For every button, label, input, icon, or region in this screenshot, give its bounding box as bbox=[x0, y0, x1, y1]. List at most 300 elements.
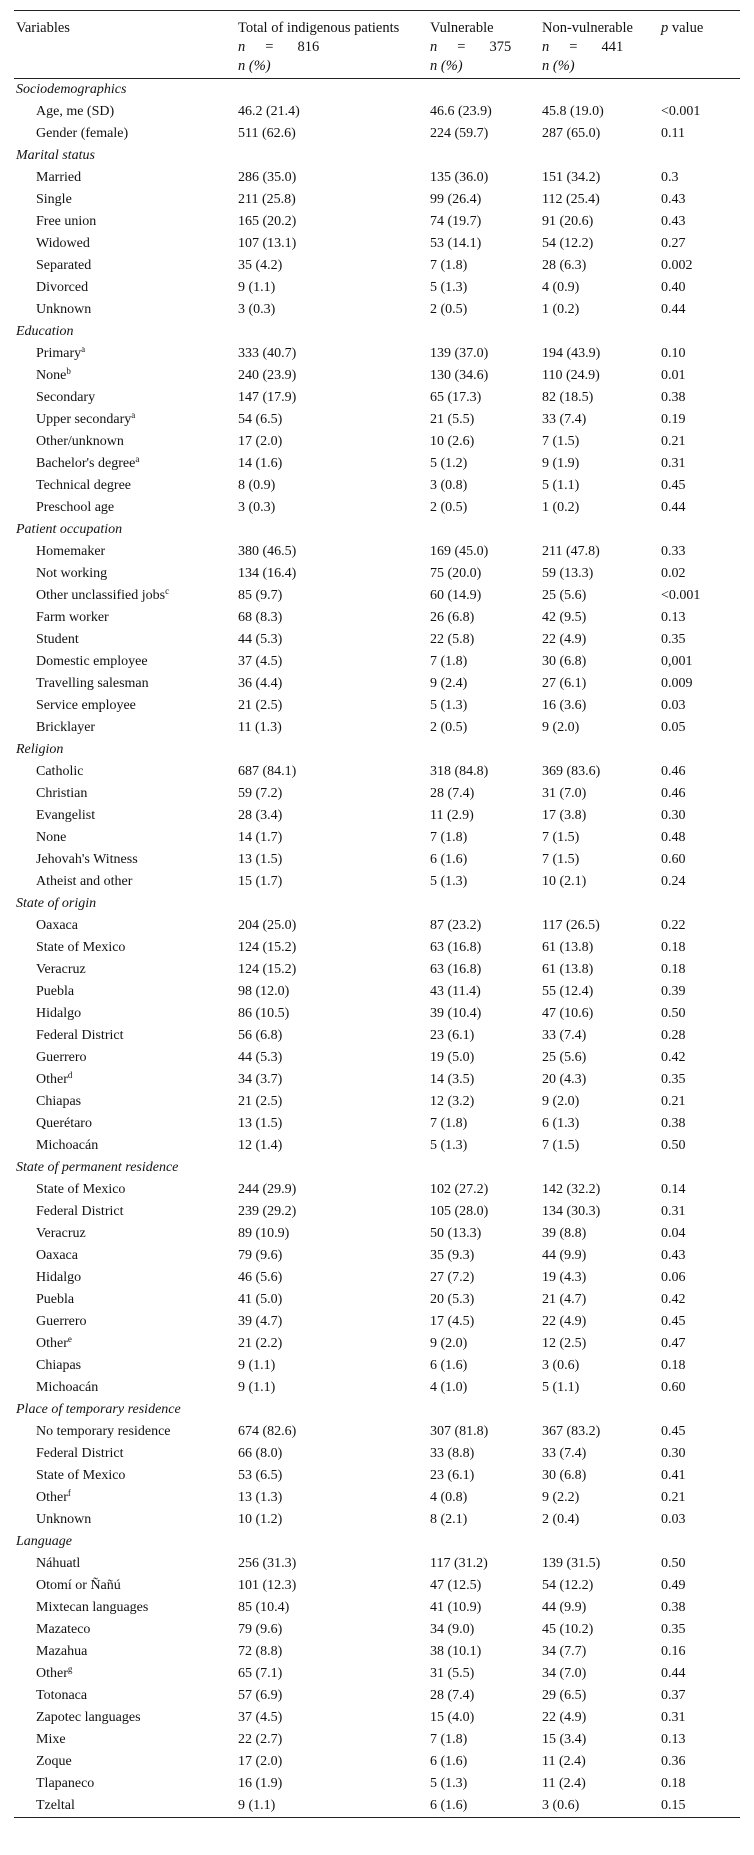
table-row bbox=[14, 959, 740, 981]
row-label: Catholic bbox=[36, 764, 84, 779]
cell-vulnerable: 7 (1.8) bbox=[430, 654, 468, 669]
cell-nonvulnerable: 9 (2.0) bbox=[542, 1094, 580, 1109]
table-row bbox=[14, 981, 740, 1003]
cell-vulnerable: 23 (6.1) bbox=[430, 1468, 475, 1483]
header-vulnerable: Vulnerable n = 375 n (%) bbox=[430, 20, 512, 74]
cell-p-value: 0.40 bbox=[661, 280, 686, 295]
cell-total: 44 (5.3) bbox=[238, 632, 283, 647]
row-label: Náhuatl bbox=[36, 1556, 81, 1571]
cell-vulnerable: 5 (1.3) bbox=[430, 1138, 468, 1153]
cell-p-value: 0.46 bbox=[661, 786, 686, 801]
cell-nonvulnerable: 7 (1.5) bbox=[542, 1138, 580, 1153]
cell-nonvulnerable: 21 (4.7) bbox=[542, 1292, 587, 1307]
row-label: Michoacán bbox=[36, 1380, 99, 1395]
row-label: Otomí or Ñañú bbox=[36, 1578, 121, 1593]
table-row bbox=[14, 1179, 740, 1201]
footnote-marker: e bbox=[67, 1334, 72, 1344]
row-label: Chiapas bbox=[36, 1358, 82, 1373]
row-label: State of Mexico bbox=[36, 940, 126, 955]
demographics-table bbox=[14, 10, 740, 1818]
table-header bbox=[14, 10, 740, 79]
cell-total: 256 (31.3) bbox=[238, 1556, 297, 1571]
cell-total: 16 (1.9) bbox=[238, 1776, 283, 1791]
row-label: Separated bbox=[36, 258, 92, 273]
cell-vulnerable: 7 (1.8) bbox=[430, 258, 468, 273]
cell-p-value: 0.03 bbox=[661, 698, 686, 713]
cell-nonvulnerable: 1 (0.2) bbox=[542, 500, 580, 515]
cell-p-value: <0.001 bbox=[661, 104, 701, 119]
cell-nonvulnerable: 25 (5.6) bbox=[542, 1050, 587, 1065]
table-row bbox=[14, 1443, 740, 1465]
cell-nonvulnerable: 91 (20.6) bbox=[542, 214, 594, 229]
cell-p-value: 0.02 bbox=[661, 566, 686, 581]
row-label: Zapotec languages bbox=[36, 1710, 141, 1725]
cell-nonvulnerable: 134 (30.3) bbox=[542, 1204, 601, 1219]
table-row bbox=[14, 783, 740, 805]
cell-vulnerable: 46.6 (23.9) bbox=[430, 104, 492, 119]
cell-total: 15 (1.7) bbox=[238, 874, 283, 889]
cell-p-value: 0.009 bbox=[661, 676, 693, 691]
row-label: No temporary residence bbox=[36, 1424, 171, 1439]
section-label: Patient occupation bbox=[16, 522, 123, 537]
cell-vulnerable: 318 (84.8) bbox=[430, 764, 489, 779]
row-label: Zoque bbox=[36, 1754, 72, 1769]
cell-p-value: 0.35 bbox=[661, 632, 686, 647]
cell-total: 66 (8.0) bbox=[238, 1446, 283, 1461]
cell-total: 37 (4.5) bbox=[238, 1710, 283, 1725]
table-row bbox=[14, 1487, 740, 1509]
table-row bbox=[14, 915, 740, 937]
row-label: Veracruz bbox=[36, 1226, 86, 1241]
cell-total: 65 (7.1) bbox=[238, 1666, 283, 1681]
cell-vulnerable: 60 (14.9) bbox=[430, 588, 482, 603]
cell-vulnerable: 33 (8.8) bbox=[430, 1446, 475, 1461]
table-row bbox=[14, 1091, 740, 1113]
cell-vulnerable: 2 (0.5) bbox=[430, 500, 468, 515]
cell-nonvulnerable: 1 (0.2) bbox=[542, 302, 580, 317]
row-label: Single bbox=[36, 192, 72, 207]
cell-nonvulnerable: 30 (6.8) bbox=[542, 1468, 587, 1483]
cell-p-value: 0.41 bbox=[661, 1468, 686, 1483]
cell-total: 86 (10.5) bbox=[238, 1006, 290, 1021]
cell-vulnerable: 6 (1.6) bbox=[430, 852, 468, 867]
cell-vulnerable: 5 (1.3) bbox=[430, 280, 468, 295]
cell-total: 79 (9.6) bbox=[238, 1248, 283, 1263]
table-row bbox=[14, 1575, 740, 1597]
section-label: Sociodemographics bbox=[16, 82, 127, 97]
table-row bbox=[14, 1201, 740, 1223]
cell-vulnerable: 117 (31.2) bbox=[430, 1556, 488, 1571]
cell-total: 13 (1.3) bbox=[238, 1490, 283, 1505]
cell-p-value: 0.43 bbox=[661, 214, 686, 229]
table-row bbox=[14, 1641, 740, 1663]
cell-total: 165 (20.2) bbox=[238, 214, 297, 229]
cell-nonvulnerable: 367 (83.2) bbox=[542, 1424, 601, 1439]
table-row bbox=[14, 1509, 740, 1531]
table-row bbox=[14, 1289, 740, 1311]
cell-nonvulnerable: 2 (0.4) bbox=[542, 1512, 580, 1527]
cell-nonvulnerable: 33 (7.4) bbox=[542, 1446, 587, 1461]
cell-nonvulnerable: 82 (18.5) bbox=[542, 390, 594, 405]
row-label: Free union bbox=[36, 214, 97, 229]
cell-vulnerable: 169 (45.0) bbox=[430, 544, 489, 559]
cell-total: 286 (35.0) bbox=[238, 170, 297, 185]
cell-total: 59 (7.2) bbox=[238, 786, 283, 801]
row-label: Bricklayer bbox=[36, 720, 96, 735]
footnote-marker: b bbox=[66, 366, 71, 376]
cell-vulnerable: 6 (1.6) bbox=[430, 1358, 468, 1373]
cell-p-value: 0.45 bbox=[661, 1424, 686, 1439]
cell-total: 14 (1.7) bbox=[238, 830, 283, 845]
table-row bbox=[14, 475, 740, 497]
cell-vulnerable: 17 (4.5) bbox=[430, 1314, 475, 1329]
table-row bbox=[14, 101, 740, 123]
cell-nonvulnerable: 142 (32.2) bbox=[542, 1182, 601, 1197]
cell-nonvulnerable: 61 (13.8) bbox=[542, 962, 594, 977]
section-label: Place of temporary residence bbox=[16, 1402, 181, 1417]
section-label: Language bbox=[16, 1534, 72, 1549]
row-label: Mazateco bbox=[36, 1622, 91, 1637]
cell-vulnerable: 5 (1.3) bbox=[430, 1776, 468, 1791]
cell-nonvulnerable: 34 (7.0) bbox=[542, 1666, 587, 1681]
cell-vulnerable: 10 (2.6) bbox=[430, 434, 475, 449]
cell-nonvulnerable: 19 (4.3) bbox=[542, 1270, 587, 1285]
row-label: Chiapas bbox=[36, 1094, 82, 1109]
cell-total: 72 (8.8) bbox=[238, 1644, 283, 1659]
table-row bbox=[14, 431, 740, 453]
cell-vulnerable: 20 (5.3) bbox=[430, 1292, 475, 1307]
table-row bbox=[14, 585, 740, 607]
table-row bbox=[14, 1377, 740, 1399]
cell-total: 46.2 (21.4) bbox=[238, 104, 300, 119]
table-row bbox=[14, 1465, 740, 1487]
cell-nonvulnerable: 112 (25.4) bbox=[542, 192, 600, 207]
cell-total: 9 (1.1) bbox=[238, 1798, 276, 1813]
table-row bbox=[14, 387, 740, 409]
table-row bbox=[14, 805, 740, 827]
footnote-marker: f bbox=[67, 1488, 71, 1498]
cell-p-value: 0.37 bbox=[661, 1688, 686, 1703]
cell-total: 44 (5.3) bbox=[238, 1050, 283, 1065]
row-label: Mixe bbox=[36, 1732, 66, 1747]
cell-vulnerable: 5 (1.3) bbox=[430, 698, 468, 713]
table-bottom-rule bbox=[14, 1817, 740, 1818]
cell-nonvulnerable: 110 (24.9) bbox=[542, 368, 600, 383]
cell-p-value: 0.3 bbox=[661, 170, 679, 185]
cell-nonvulnerable: 9 (1.9) bbox=[542, 456, 580, 471]
cell-total: 98 (12.0) bbox=[238, 984, 290, 999]
cell-p-value: 0.16 bbox=[661, 1644, 686, 1659]
row-label: Other$^g$ bbox=[36, 1664, 73, 1681]
cell-vulnerable: 11 (2.9) bbox=[430, 808, 474, 823]
cell-nonvulnerable: 25 (5.6) bbox=[542, 588, 587, 603]
cell-p-value: 0.18 bbox=[661, 962, 686, 977]
cell-nonvulnerable: 5 (1.1) bbox=[542, 478, 580, 493]
cell-total: 8 (0.9) bbox=[238, 478, 276, 493]
cell-vulnerable: 7 (1.8) bbox=[430, 830, 468, 845]
section-label: Education bbox=[16, 324, 74, 339]
cell-p-value: 0.31 bbox=[661, 1710, 686, 1725]
cell-vulnerable: 7 (1.8) bbox=[430, 1732, 468, 1747]
cell-total: 101 (12.3) bbox=[238, 1578, 297, 1593]
cell-nonvulnerable: 211 (47.8) bbox=[542, 544, 600, 559]
cell-p-value: 0.42 bbox=[661, 1050, 686, 1065]
row-label: Service employee bbox=[36, 698, 136, 713]
cell-nonvulnerable: 28 (6.3) bbox=[542, 258, 587, 273]
cell-total: 41 (5.0) bbox=[238, 1292, 283, 1307]
cell-p-value: 0.50 bbox=[661, 1138, 686, 1153]
row-label: Widowed bbox=[36, 236, 90, 251]
table-row bbox=[14, 761, 740, 783]
cell-p-value: 0.002 bbox=[661, 258, 693, 273]
table-row bbox=[14, 629, 740, 651]
cell-p-value: 0.31 bbox=[661, 456, 686, 471]
cell-p-value: 0.33 bbox=[661, 544, 686, 559]
cell-total: 57 (6.9) bbox=[238, 1688, 283, 1703]
cell-p-value: 0.31 bbox=[661, 1204, 686, 1219]
cell-nonvulnerable: 4 (0.9) bbox=[542, 280, 580, 295]
table-row bbox=[14, 1597, 740, 1619]
header-p-value: p value bbox=[661, 20, 704, 36]
cell-nonvulnerable: 11 (2.4) bbox=[542, 1776, 586, 1791]
row-label: Federal District bbox=[36, 1028, 124, 1043]
cell-nonvulnerable: 9 (2.2) bbox=[542, 1490, 580, 1505]
cell-p-value: 0.21 bbox=[661, 434, 686, 449]
table-row bbox=[14, 233, 740, 255]
section-heading bbox=[14, 1399, 740, 1421]
cell-p-value: 0.05 bbox=[661, 720, 686, 735]
cell-nonvulnerable: 5 (1.1) bbox=[542, 1380, 580, 1395]
section-label: State of origin bbox=[16, 896, 97, 911]
cell-total: 89 (10.9) bbox=[238, 1226, 290, 1241]
cell-total: 3 (0.3) bbox=[238, 302, 276, 317]
cell-total: 9 (1.1) bbox=[238, 1358, 276, 1373]
cell-nonvulnerable: 139 (31.5) bbox=[542, 1556, 601, 1571]
cell-nonvulnerable: 31 (7.0) bbox=[542, 786, 587, 801]
row-label: Tzeltal bbox=[36, 1798, 75, 1813]
row-label: Homemaker bbox=[36, 544, 106, 559]
cell-total: 13 (1.5) bbox=[238, 1116, 283, 1131]
cell-vulnerable: 39 (10.4) bbox=[430, 1006, 482, 1021]
row-label: Student bbox=[36, 632, 79, 647]
cell-total: 85 (9.7) bbox=[238, 588, 283, 603]
table-row bbox=[14, 1267, 740, 1289]
section-heading bbox=[14, 739, 740, 761]
cell-vulnerable: 38 (10.1) bbox=[430, 1644, 482, 1659]
cell-vulnerable: 12 (3.2) bbox=[430, 1094, 475, 1109]
cell-total: 21 (2.5) bbox=[238, 698, 283, 713]
cell-total: 37 (4.5) bbox=[238, 654, 283, 669]
table-row bbox=[14, 1795, 740, 1817]
header-nonvulnerable: Non-vulnerable n = 441 n (%) bbox=[542, 20, 633, 74]
cell-vulnerable: 22 (5.8) bbox=[430, 632, 475, 647]
cell-nonvulnerable: 22 (4.9) bbox=[542, 632, 587, 647]
cell-p-value: 0,001 bbox=[661, 654, 693, 669]
cell-nonvulnerable: 9 (2.0) bbox=[542, 720, 580, 735]
cell-total: 107 (13.1) bbox=[238, 236, 297, 251]
cell-nonvulnerable: 7 (1.5) bbox=[542, 830, 580, 845]
cell-total: 46 (5.6) bbox=[238, 1270, 283, 1285]
cell-p-value: 0.11 bbox=[661, 126, 685, 141]
cell-total: 21 (2.2) bbox=[238, 1336, 283, 1351]
cell-p-value: 0.30 bbox=[661, 1446, 686, 1461]
cell-nonvulnerable: 54 (12.2) bbox=[542, 1578, 594, 1593]
row-label: Puebla bbox=[36, 984, 75, 999]
cell-p-value: 0.28 bbox=[661, 1028, 686, 1043]
row-label: Tlapaneco bbox=[36, 1776, 95, 1791]
row-label: Jehovah's Witness bbox=[36, 852, 138, 867]
row-label: Domestic employee bbox=[36, 654, 148, 669]
cell-p-value: 0.30 bbox=[661, 808, 686, 823]
cell-total: 54 (6.5) bbox=[238, 412, 283, 427]
table-row bbox=[14, 651, 740, 673]
row-label: Bachelor's degree$^a$ bbox=[36, 454, 140, 471]
cell-p-value: 0.04 bbox=[661, 1226, 686, 1241]
cell-nonvulnerable: 30 (6.8) bbox=[542, 654, 587, 669]
row-label: Mazahua bbox=[36, 1644, 88, 1659]
table-row bbox=[14, 343, 740, 365]
table-row bbox=[14, 563, 740, 585]
cell-vulnerable: 63 (16.8) bbox=[430, 962, 482, 977]
cell-vulnerable: 41 (10.9) bbox=[430, 1600, 482, 1615]
row-label: None bbox=[36, 830, 67, 845]
cell-total: 13 (1.5) bbox=[238, 852, 283, 867]
cell-nonvulnerable: 33 (7.4) bbox=[542, 412, 587, 427]
cell-total: 53 (6.5) bbox=[238, 1468, 283, 1483]
cell-p-value: 0.35 bbox=[661, 1072, 686, 1087]
cell-vulnerable: 63 (16.8) bbox=[430, 940, 482, 955]
cell-p-value: 0.22 bbox=[661, 918, 686, 933]
cell-nonvulnerable: 39 (8.8) bbox=[542, 1226, 587, 1241]
table-row bbox=[14, 937, 740, 959]
cell-vulnerable: 307 (81.8) bbox=[430, 1424, 489, 1439]
row-label: Michoacán bbox=[36, 1138, 99, 1153]
cell-p-value: 0.47 bbox=[661, 1336, 686, 1351]
table-row bbox=[14, 1069, 740, 1091]
cell-vulnerable: 28 (7.4) bbox=[430, 1688, 475, 1703]
cell-total: 56 (6.8) bbox=[238, 1028, 283, 1043]
section-heading bbox=[14, 1531, 740, 1553]
cell-total: 85 (10.4) bbox=[238, 1600, 290, 1615]
row-label: Not working bbox=[36, 566, 108, 581]
cell-vulnerable: 35 (9.3) bbox=[430, 1248, 475, 1263]
section-heading bbox=[14, 145, 740, 167]
footnote-marker: a bbox=[81, 344, 86, 354]
cell-vulnerable: 9 (2.0) bbox=[430, 1336, 468, 1351]
cell-total: 9 (1.1) bbox=[238, 280, 276, 295]
row-label: Hidalgo bbox=[36, 1006, 82, 1021]
row-label: Puebla bbox=[36, 1292, 75, 1307]
row-label: Veracruz bbox=[36, 962, 86, 977]
cell-vulnerable: 135 (36.0) bbox=[430, 170, 489, 185]
cell-vulnerable: 43 (11.4) bbox=[430, 984, 481, 999]
cell-p-value: 0.43 bbox=[661, 1248, 686, 1263]
section-heading bbox=[14, 79, 740, 101]
cell-nonvulnerable: 287 (65.0) bbox=[542, 126, 601, 141]
row-label: Hidalgo bbox=[36, 1270, 82, 1285]
cell-p-value: 0.60 bbox=[661, 1380, 686, 1395]
cell-total: 9 (1.1) bbox=[238, 1380, 276, 1395]
cell-p-value: 0.45 bbox=[661, 1314, 686, 1329]
cell-p-value: <0.001 bbox=[661, 588, 701, 603]
cell-p-value: 0.50 bbox=[661, 1556, 686, 1571]
cell-p-value: 0.48 bbox=[661, 830, 686, 845]
cell-vulnerable: 75 (20.0) bbox=[430, 566, 482, 581]
cell-p-value: 0.15 bbox=[661, 1798, 686, 1813]
footnote-marker: c bbox=[165, 586, 170, 596]
cell-nonvulnerable: 22 (4.9) bbox=[542, 1314, 587, 1329]
cell-total: 39 (4.7) bbox=[238, 1314, 283, 1329]
cell-nonvulnerable: 7 (1.5) bbox=[542, 852, 580, 867]
cell-p-value: 0.18 bbox=[661, 1358, 686, 1373]
section-heading bbox=[14, 893, 740, 915]
table-row bbox=[14, 1751, 740, 1773]
cell-nonvulnerable: 117 (26.5) bbox=[542, 918, 600, 933]
row-label: Farm worker bbox=[36, 610, 109, 625]
cell-nonvulnerable: 61 (13.8) bbox=[542, 940, 594, 955]
table-row bbox=[14, 1663, 740, 1685]
cell-nonvulnerable: 20 (4.3) bbox=[542, 1072, 587, 1087]
cell-total: 239 (29.2) bbox=[238, 1204, 297, 1219]
cell-vulnerable: 8 (2.1) bbox=[430, 1512, 468, 1527]
table-row bbox=[14, 167, 740, 189]
section-label: Marital status bbox=[16, 148, 95, 163]
cell-total: 204 (25.0) bbox=[238, 918, 297, 933]
cell-vulnerable: 15 (4.0) bbox=[430, 1710, 475, 1725]
cell-nonvulnerable: 16 (3.6) bbox=[542, 698, 587, 713]
row-label: State of Mexico bbox=[36, 1468, 126, 1483]
cell-total: 240 (23.9) bbox=[238, 368, 297, 383]
table-row bbox=[14, 497, 740, 519]
table-body bbox=[14, 79, 740, 1817]
cell-total: 211 (25.8) bbox=[238, 192, 296, 207]
table-row bbox=[14, 1685, 740, 1707]
cell-total: 35 (4.2) bbox=[238, 258, 283, 273]
cell-nonvulnerable: 59 (13.3) bbox=[542, 566, 594, 581]
cell-p-value: 0.45 bbox=[661, 478, 686, 493]
row-label: Mixtecan languages bbox=[36, 1600, 149, 1615]
cell-nonvulnerable: 45.8 (19.0) bbox=[542, 104, 604, 119]
row-label: Travelling salesman bbox=[36, 676, 149, 691]
cell-total: 21 (2.5) bbox=[238, 1094, 283, 1109]
table-row bbox=[14, 1773, 740, 1795]
cell-nonvulnerable: 55 (12.4) bbox=[542, 984, 594, 999]
cell-p-value: 0.44 bbox=[661, 500, 686, 515]
section-heading bbox=[14, 519, 740, 541]
cell-vulnerable: 65 (17.3) bbox=[430, 390, 482, 405]
cell-nonvulnerable: 45 (10.2) bbox=[542, 1622, 594, 1637]
table-row bbox=[14, 871, 740, 893]
cell-vulnerable: 6 (1.6) bbox=[430, 1754, 468, 1769]
cell-nonvulnerable: 27 (6.1) bbox=[542, 676, 587, 691]
cell-p-value: 0.43 bbox=[661, 192, 686, 207]
cell-total: 14 (1.6) bbox=[238, 456, 283, 471]
row-label: Evangelist bbox=[36, 808, 96, 823]
header-total: Total of indigenous patients n = 816 n (%) bbox=[238, 20, 400, 74]
cell-vulnerable: 2 (0.5) bbox=[430, 720, 468, 735]
cell-p-value: 0.14 bbox=[661, 1182, 686, 1197]
cell-p-value: 0.49 bbox=[661, 1578, 686, 1593]
cell-vulnerable: 34 (9.0) bbox=[430, 1622, 475, 1637]
cell-total: 333 (40.7) bbox=[238, 346, 297, 361]
row-label: Preschool age bbox=[36, 500, 115, 515]
row-label: Atheist and other bbox=[36, 874, 133, 889]
cell-vulnerable: 5 (1.3) bbox=[430, 874, 468, 889]
table-row bbox=[14, 299, 740, 321]
cell-vulnerable: 4 (0.8) bbox=[430, 1490, 468, 1505]
cell-total: 17 (2.0) bbox=[238, 1754, 283, 1769]
header-variables: Variables bbox=[16, 20, 70, 36]
